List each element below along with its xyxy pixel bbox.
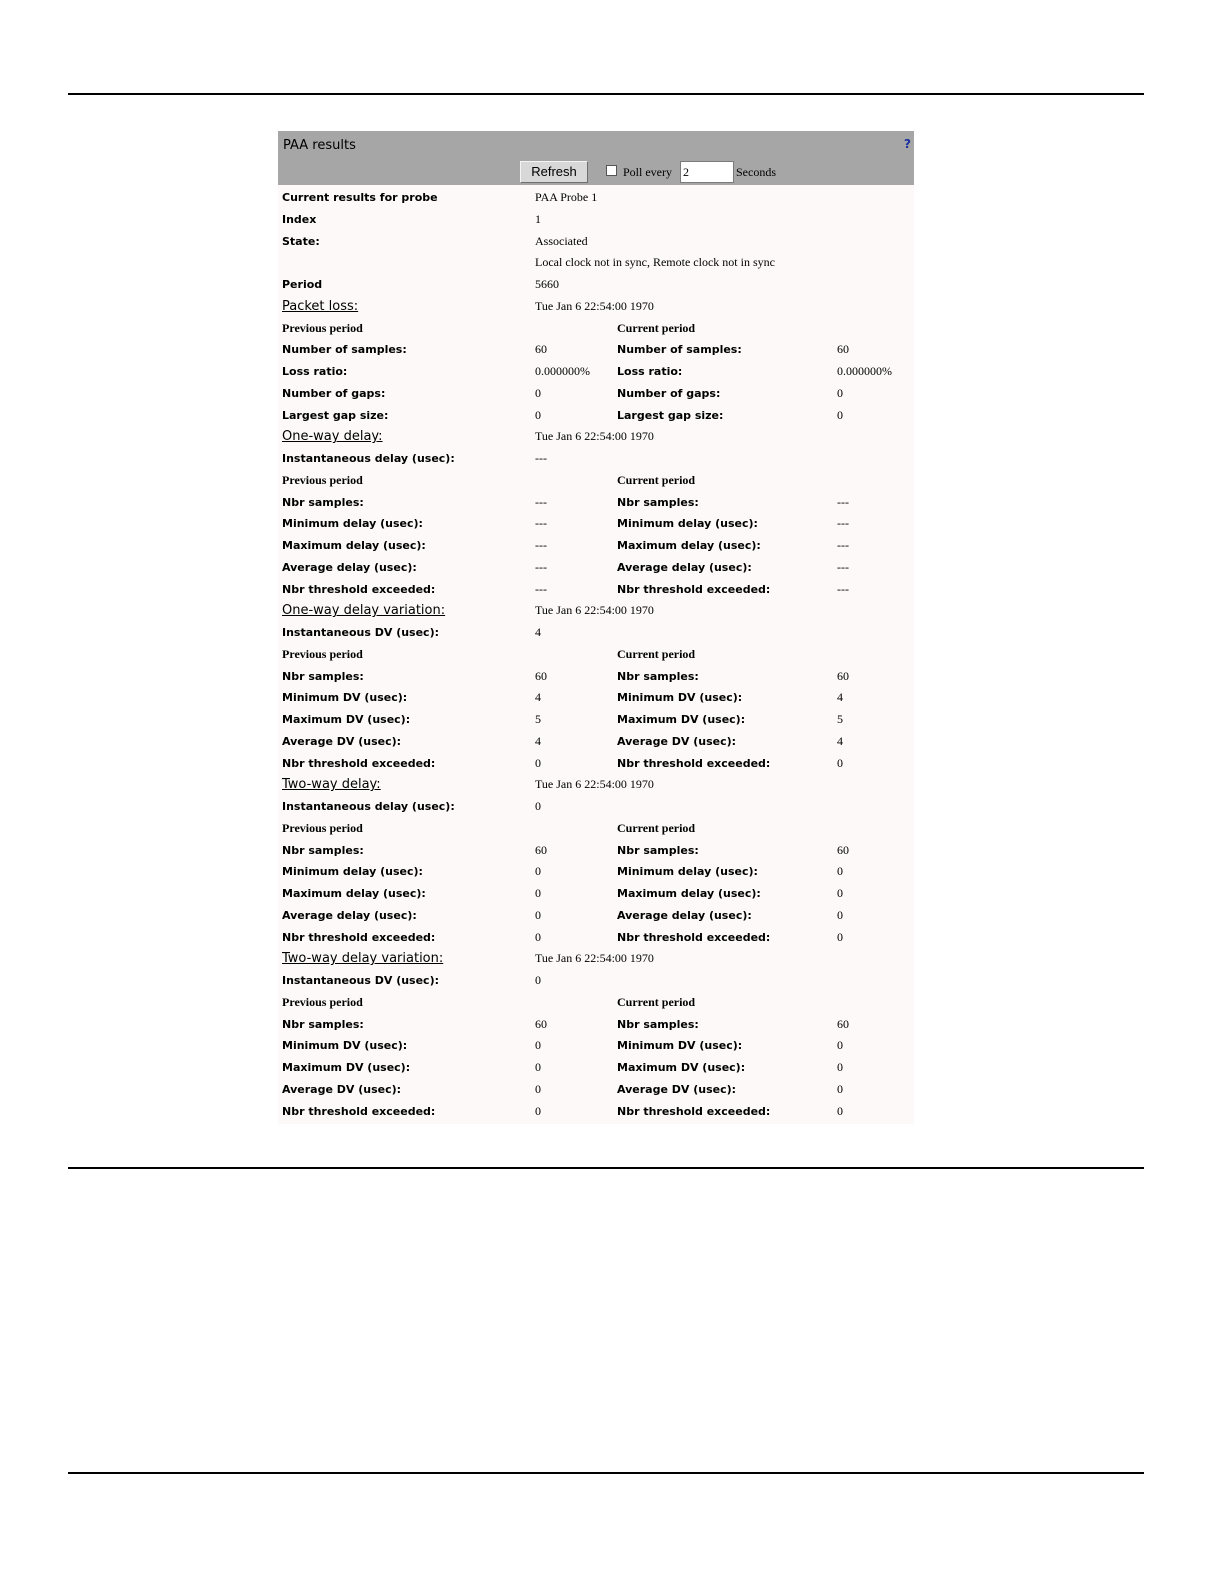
info-row <box>278 274 914 296</box>
stat-value-current: 0 <box>837 907 843 922</box>
stat-label-current: Nbr threshold exceeded: <box>617 582 771 596</box>
help-icon[interactable]: ? <box>904 137 911 151</box>
stat-row <box>278 535 914 557</box>
stat-label-previous: Number of samples: <box>282 343 407 357</box>
poll-label: Poll every <box>623 165 672 179</box>
stat-value-current: 0 <box>837 929 843 944</box>
stat-row <box>278 840 914 862</box>
stat-value-previous: --- <box>535 538 547 552</box>
stat-label-current: Minimum DV (usec): <box>617 691 743 705</box>
panel-header <box>278 131 914 185</box>
stat-value-previous: 0.000000% <box>535 364 590 378</box>
stat-label-current: Number of gaps: <box>617 386 721 400</box>
section-timestamp: Tue Jan 6 22:54:00 1970 <box>535 603 654 618</box>
stat-label-previous: Nbr samples: <box>282 843 364 857</box>
info-value: Local clock not in sync, Remote clock not in sync <box>535 255 775 270</box>
stat-value-current: 0 <box>837 1038 843 1053</box>
stat-label-current: Nbr samples: <box>617 495 699 509</box>
stat-row <box>278 731 914 753</box>
stat-label-previous: Maximum DV (usec): <box>282 1061 411 1074</box>
stat-label-previous: Minimum delay (usec): <box>282 865 423 879</box>
stat-value-previous: 0 <box>535 1103 541 1118</box>
current-period-heading: Current period <box>617 320 696 335</box>
refresh-button[interactable]: Refresh <box>520 161 588 183</box>
stat-label-previous: Nbr threshold exceeded: <box>282 756 436 770</box>
stat-value-current: 0 <box>837 1081 843 1096</box>
stat-value-current: --- <box>837 516 849 531</box>
stat-value-current: 60 <box>837 342 849 357</box>
stat-label-previous: Number of gaps: <box>282 386 386 400</box>
section-timestamp: Tue Jan 6 22:54:00 1970 <box>535 429 654 444</box>
info-label: Index <box>282 212 317 226</box>
stat-row <box>278 927 914 949</box>
stat-label-previous: Nbr threshold exceeded: <box>282 930 436 944</box>
stat-label-previous: Largest gap size: <box>282 408 389 422</box>
stat-value-current: --- <box>837 559 849 574</box>
info-value: 1 <box>535 211 541 226</box>
stat-value-previous: --- <box>535 494 547 509</box>
period-header-row <box>278 992 914 1014</box>
instantaneous-row <box>278 796 914 818</box>
bottom-rule <box>68 1472 1144 1474</box>
stat-label-current: Average DV (usec): <box>617 1082 737 1096</box>
stat-label-previous: Nbr samples: <box>282 669 364 683</box>
stat-label-previous: Average DV (usec): <box>282 734 402 748</box>
instantaneous-label: Instantaneous delay (usec): <box>282 800 455 813</box>
stat-value-current: 5 <box>837 712 843 726</box>
stat-value-previous: 60 <box>535 342 547 357</box>
stat-value-current: 4 <box>837 733 843 748</box>
period-header-row <box>278 644 914 666</box>
stat-label-previous: Nbr samples: <box>282 495 364 509</box>
section-header <box>278 774 914 796</box>
stat-label-current: Maximum delay (usec): <box>617 887 761 900</box>
stat-row <box>278 1079 914 1101</box>
stat-value-current: 0 <box>837 385 843 400</box>
instantaneous-label: Instantaneous DV (usec): <box>282 626 440 639</box>
stat-row <box>278 666 914 688</box>
stat-label-previous: Minimum DV (usec): <box>282 1039 408 1053</box>
stat-value-current: 0 <box>837 886 843 900</box>
stat-label-current: Nbr samples: <box>617 843 699 857</box>
middle-rule <box>68 1167 1144 1169</box>
stat-row <box>278 513 914 535</box>
section-title-link[interactable]: Packet loss: <box>282 298 359 314</box>
stat-label-previous: Maximum DV (usec): <box>282 713 411 726</box>
stat-value-current: 0 <box>837 1060 843 1074</box>
previous-period-heading: Previous period <box>282 320 363 335</box>
stat-label-previous: Average delay (usec): <box>282 908 417 922</box>
stat-label-previous: Minimum delay (usec): <box>282 517 423 531</box>
stat-value-previous: 0 <box>535 1081 541 1096</box>
stat-label-current: Loss ratio: <box>617 365 683 378</box>
section-timestamp: Tue Jan 6 22:54:00 1970 <box>535 298 654 313</box>
stat-row <box>278 1035 914 1057</box>
stat-label-previous: Maximum delay (usec): <box>282 887 426 900</box>
stat-label-previous: Nbr threshold exceeded: <box>282 1104 436 1118</box>
stat-label-current: Nbr samples: <box>617 1017 699 1031</box>
current-period-heading: Current period <box>617 820 696 835</box>
info-row <box>278 231 914 253</box>
stat-label-current: Average delay (usec): <box>617 560 752 574</box>
stat-value-previous: --- <box>535 559 547 574</box>
stat-label-current: Average delay (usec): <box>617 908 752 922</box>
stat-value-previous: --- <box>535 581 547 596</box>
section-title-link[interactable]: One-way delay variation: <box>282 603 446 619</box>
stat-label-current: Minimum delay (usec): <box>617 517 758 531</box>
stat-label-current: Minimum DV (usec): <box>617 1039 743 1053</box>
instantaneous-value: 0 <box>535 799 541 813</box>
section-header <box>278 296 914 318</box>
stat-label-previous: Average DV (usec): <box>282 1082 402 1096</box>
stat-label-current: Nbr samples: <box>617 669 699 683</box>
stat-label-current: Number of samples: <box>617 343 742 357</box>
info-label: Period <box>282 278 323 291</box>
current-period-heading: Current period <box>617 472 696 487</box>
paa-results-panel <box>278 131 914 1124</box>
stat-label-current: Maximum DV (usec): <box>617 1061 746 1074</box>
period-header-row <box>278 818 914 840</box>
stat-label-current: Minimum delay (usec): <box>617 865 758 879</box>
stat-label-previous: Maximum delay (usec): <box>282 539 426 552</box>
stat-row <box>278 687 914 709</box>
instantaneous-value: 4 <box>535 625 541 639</box>
instantaneous-value: --- <box>535 451 547 465</box>
section-timestamp: Tue Jan 6 22:54:00 1970 <box>535 951 654 966</box>
stat-value-previous: 5 <box>535 712 541 726</box>
instantaneous-row <box>278 622 914 644</box>
stat-value-previous: 60 <box>535 842 547 857</box>
stat-label-current: Nbr threshold exceeded: <box>617 1104 771 1118</box>
info-label: Current results for probe <box>282 191 438 204</box>
period-header-row <box>278 318 914 340</box>
stat-label-current: Maximum delay (usec): <box>617 539 761 552</box>
stat-row <box>278 1057 914 1079</box>
stat-row <box>278 1101 914 1123</box>
stat-label-previous: Minimum DV (usec): <box>282 691 408 705</box>
stat-value-previous: 60 <box>535 1016 547 1031</box>
stat-row <box>278 709 914 731</box>
stat-label-current: Nbr threshold exceeded: <box>617 756 771 770</box>
previous-period-heading: Previous period <box>282 994 363 1009</box>
previous-period-heading: Previous period <box>282 646 363 661</box>
section-timestamp: Tue Jan 6 22:54:00 1970 <box>535 777 654 792</box>
stat-value-current: 0 <box>837 864 843 879</box>
section-header <box>278 600 914 622</box>
section-header <box>278 948 914 970</box>
stat-label-current: Largest gap size: <box>617 408 724 422</box>
section-title-link[interactable]: Two-way delay variation: <box>282 951 444 967</box>
stat-value-previous: 0 <box>535 1060 541 1074</box>
stat-value-previous: 0 <box>535 886 541 900</box>
stat-row <box>278 579 914 601</box>
section-title-link[interactable]: Two-way delay: <box>282 777 381 793</box>
stat-label-previous: Average delay (usec): <box>282 560 417 574</box>
previous-period-heading: Previous period <box>282 820 363 835</box>
stat-row <box>278 383 914 405</box>
stat-row <box>278 883 914 905</box>
stat-value-current: 4 <box>837 690 843 705</box>
info-value: 5660 <box>535 277 559 291</box>
period-header-row <box>278 470 914 492</box>
info-row <box>278 209 914 231</box>
stat-row <box>278 339 914 361</box>
stat-label-previous: Loss ratio: <box>282 365 348 378</box>
stat-value-previous: 0 <box>535 907 541 922</box>
section-header <box>278 426 914 448</box>
stat-value-previous: 0 <box>535 1038 541 1053</box>
instantaneous-row <box>278 970 914 992</box>
stat-value-current: 60 <box>837 1016 849 1031</box>
instantaneous-row <box>278 448 914 470</box>
stat-label-previous: Nbr threshold exceeded: <box>282 582 436 596</box>
stat-label-current: Maximum DV (usec): <box>617 713 746 726</box>
poll-checkbox[interactable] <box>606 165 617 176</box>
stat-value-current: 60 <box>837 842 849 857</box>
stat-value-current: --- <box>837 494 849 509</box>
stat-row <box>278 361 914 383</box>
stat-label-previous: Nbr samples: <box>282 1017 364 1031</box>
seconds-label: Seconds <box>736 165 776 179</box>
instantaneous-label: Instantaneous DV (usec): <box>282 974 440 987</box>
previous-period-heading: Previous period <box>282 472 363 487</box>
current-period-heading: Current period <box>617 994 696 1009</box>
stat-value-current: 0.000000% <box>837 364 892 378</box>
stat-value-previous: 0 <box>535 755 541 770</box>
info-row <box>278 252 914 274</box>
stat-row <box>278 753 914 775</box>
stat-value-current: --- <box>837 581 849 596</box>
stat-row <box>278 405 914 427</box>
instantaneous-value: 0 <box>535 973 541 987</box>
stat-value-previous: --- <box>535 516 547 531</box>
stat-value-previous: 0 <box>535 929 541 944</box>
stat-value-current: 0 <box>837 407 843 422</box>
stat-value-previous: 60 <box>535 668 547 683</box>
info-value: Associated <box>535 233 588 248</box>
stat-value-current: 60 <box>837 668 849 683</box>
stat-value-previous: 0 <box>535 385 541 400</box>
stat-row <box>278 492 914 514</box>
poll-interval-input[interactable] <box>680 161 734 183</box>
stat-row <box>278 905 914 927</box>
stat-value-previous: 0 <box>535 864 541 879</box>
info-label: State: <box>282 234 320 248</box>
top-rule <box>68 93 1144 95</box>
stat-row <box>278 1014 914 1036</box>
stat-value-current: 0 <box>837 1103 843 1118</box>
info-row <box>278 187 914 209</box>
stat-value-previous: 0 <box>535 407 541 422</box>
stat-value-previous: 4 <box>535 690 541 705</box>
stat-value-current: 0 <box>837 755 843 770</box>
stat-value-previous: 4 <box>535 733 541 748</box>
section-title-link[interactable]: One-way delay: <box>282 429 383 445</box>
stat-label-current: Average DV (usec): <box>617 734 737 748</box>
info-value: PAA Probe 1 <box>535 190 598 204</box>
panel-title: PAA results <box>283 138 356 153</box>
stat-label-current: Nbr threshold exceeded: <box>617 930 771 944</box>
instantaneous-label: Instantaneous delay (usec): <box>282 452 455 465</box>
current-period-heading: Current period <box>617 646 696 661</box>
stat-row <box>278 861 914 883</box>
stat-row <box>278 557 914 579</box>
stat-value-current: --- <box>837 538 849 552</box>
